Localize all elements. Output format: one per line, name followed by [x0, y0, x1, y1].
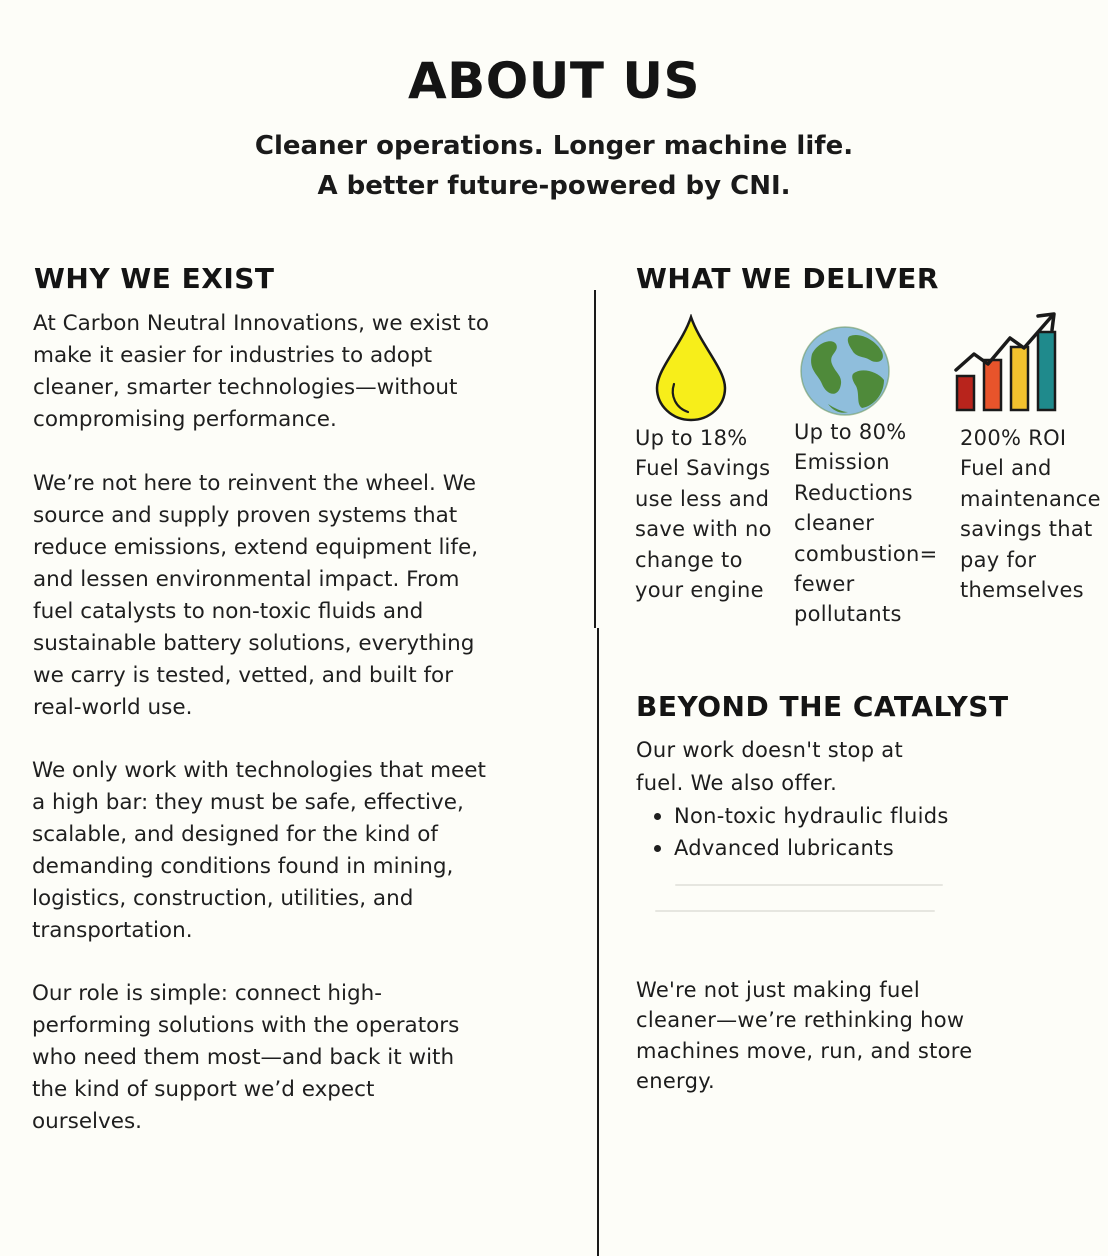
text-line: We're not just making fuel: [636, 978, 920, 1002]
text-line: fuel catalysts to non-toxic fluids and: [33, 599, 424, 624]
growth-chart-icon: [952, 310, 1062, 414]
fuel-drop-icon: [652, 314, 730, 422]
text-line: compromising performance.: [33, 407, 337, 432]
stat-line: 200% ROI: [960, 426, 1067, 450]
text-line: ourselves.: [32, 1109, 143, 1134]
text-line: the kind of support we’d expect: [32, 1077, 375, 1102]
stat-line: Fuel Savings: [635, 456, 771, 481]
page-subtitle: [0, 126, 1108, 206]
text-line: fuel. We also offer.: [636, 771, 838, 795]
stat-line: pay for: [960, 547, 1037, 572]
text-line: real-world use.: [33, 695, 193, 720]
stat-line: use less and: [635, 486, 770, 511]
faded-text-area: [655, 872, 955, 922]
text-line: We’re not here to reinvent the wheel. We: [33, 471, 476, 496]
text-line: who need them most—and back it with: [32, 1045, 455, 1070]
stat-line: themselves: [960, 578, 1084, 603]
beyond-intro: [636, 734, 903, 800]
stat-line: Up to 80%: [794, 420, 907, 444]
text-line: scalable, and designed for the kind of: [32, 822, 438, 847]
why-heading: WHY WE EXIST: [34, 262, 275, 295]
subtitle-line: A better future-powered by CNI.: [317, 171, 791, 201]
page-title: ABOUT US: [407, 52, 701, 110]
stat-line: Fuel and: [960, 456, 1052, 481]
stat-line: combustion=: [794, 541, 938, 566]
earth-globe-icon: [798, 324, 892, 418]
stat-line: cleaner: [794, 511, 875, 536]
closing-statement: [636, 975, 972, 1097]
text-line: Our work doesn't stop at: [636, 738, 904, 762]
stat-line: maintenance: [960, 486, 1101, 511]
why-paragraph-1: [33, 308, 503, 436]
text-line: source and supply proven systems that: [33, 503, 458, 528]
text-line: At Carbon Neutral Innovations, we exist to: [33, 311, 490, 336]
list-item: Non-toxic hydraulic fluids: [636, 800, 949, 832]
text-line: a high bar: they must be safe, effective,: [32, 790, 464, 815]
stat-line: pollutants: [794, 602, 902, 627]
text-line: cleaner—we’re rethinking how: [636, 1008, 965, 1033]
text-line: We only work with technologies that meet: [32, 758, 486, 783]
subtitle-line: Cleaner operations. Longer machine life.: [254, 131, 854, 161]
text-line: transportation.: [32, 918, 193, 943]
stat-line: Emission: [794, 450, 890, 475]
text-line: and lessen environmental impact. From: [33, 567, 460, 592]
stat-line: Up to 18%: [635, 426, 748, 450]
text-line: performing solutions with the operators: [32, 1013, 460, 1038]
list-item: Advanced lubricants: [636, 832, 949, 864]
text-line: reduce emissions, extend equipment life,: [33, 535, 479, 560]
stat-line: savings that: [960, 517, 1093, 542]
deliver-heading: WHAT WE DELIVER: [636, 262, 939, 295]
stat-line: Reductions: [794, 480, 913, 505]
text-line: make it easier for industries to adopt: [33, 343, 433, 368]
text-line: cleaner, smarter technologies—without: [33, 375, 458, 400]
stat-emission-reductions: [794, 417, 938, 630]
column-divider: [597, 628, 599, 1256]
stat-line: your engine: [635, 578, 764, 603]
offer-list: [636, 800, 949, 864]
stat-roi: [960, 423, 1101, 605]
text-line: logistics, construction, utilities, and: [32, 886, 414, 911]
stat-line: fewer: [794, 572, 855, 597]
stat-fuel-savings: [635, 423, 772, 605]
text-line: energy.: [636, 1069, 715, 1094]
text-line: we carry is tested, vetted, and built for: [33, 663, 454, 688]
beyond-heading: BEYOND THE CATALYST: [636, 690, 1009, 723]
why-paragraph-3: [32, 755, 502, 947]
text-line: machines move, run, and store: [636, 1038, 973, 1063]
stat-line: change to: [635, 547, 743, 572]
text-line: Our role is simple: connect high-: [32, 981, 383, 1006]
why-paragraph-2: [33, 468, 503, 724]
text-line: demanding conditions found in mining,: [32, 854, 454, 879]
stat-line: save with no: [635, 517, 772, 542]
text-line: sustainable battery solutions, everything: [33, 631, 475, 656]
why-paragraph-4: [32, 978, 502, 1138]
column-divider: [594, 290, 596, 628]
